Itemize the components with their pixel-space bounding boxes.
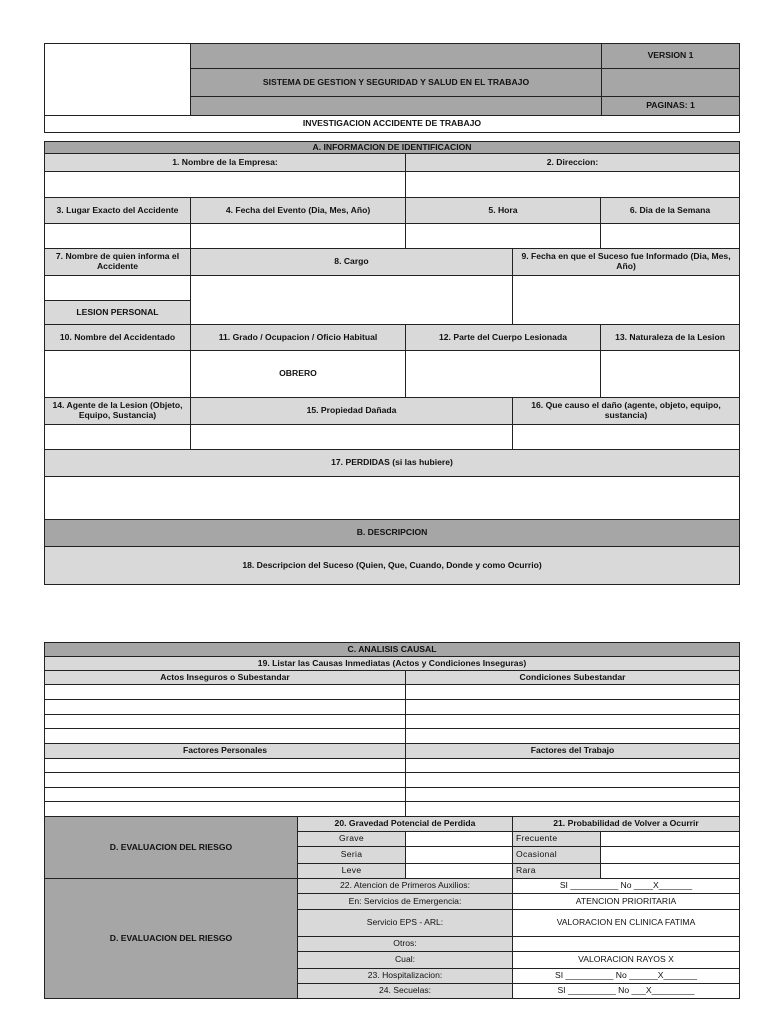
hospitalization-label: 23. Hospitalizacion:: [298, 969, 513, 984]
report-date-label: 9. Fecha en que el Suceso fue Informado (Dia, Mes, Año): [513, 249, 740, 276]
reporter-label: 7. Nombre de quien informa el Accidente: [45, 249, 191, 276]
personal-factors-label: Factores Personales: [45, 744, 406, 759]
injury-nature-field[interactable]: [601, 351, 740, 398]
section-a-table: [44, 141, 740, 585]
weekday-label: 6. Dia de la Semana: [601, 198, 740, 224]
severity-grave: Grave: [298, 832, 406, 847]
personal-injury-label: LESION PERSONAL: [45, 301, 191, 325]
position-label: 8. Cargo: [191, 249, 513, 276]
severity-label: 20. Gravedad Potencial de Perdida: [298, 817, 513, 832]
probability-rara-field[interactable]: [601, 864, 740, 879]
section-c-table: [44, 642, 740, 999]
probability-rara: Rara: [513, 864, 601, 879]
unsafe-conditions-row[interactable]: [406, 715, 740, 729]
hour-field[interactable]: [406, 224, 601, 249]
unsafe-conditions-row[interactable]: [406, 685, 740, 700]
system-title: SISTEMA DE GESTION Y SEGURIDAD Y SALUD EN EL TRABAJO: [191, 69, 602, 97]
body-part-label: 12. Parte del Cuerpo Lesionada: [406, 325, 601, 351]
event-date-field[interactable]: [191, 224, 406, 249]
position-field[interactable]: [191, 276, 513, 325]
severity-leve: Leve: [298, 864, 406, 879]
hospitalization-value[interactable]: SI __________ No ______X_______: [513, 969, 740, 984]
header-blank-top: [191, 44, 602, 69]
losses-field[interactable]: [45, 477, 740, 520]
occupation-label: 11. Grado / Ocupacion / Oficio Habitual: [191, 325, 406, 351]
injured-name-field[interactable]: [45, 351, 191, 398]
place-label: 3. Lugar Exacto del Accidente: [45, 198, 191, 224]
work-factors-row[interactable]: [406, 802, 740, 817]
work-factors-row[interactable]: [406, 788, 740, 802]
immediate-causes-label: 19. Listar las Causas Inmediatas (Actos y Condiciones Inseguras): [45, 657, 740, 671]
first-aid-label: 22. Atencion de Primeros Auxilios:: [298, 879, 513, 894]
unsafe-conditions-row[interactable]: [406, 729, 740, 744]
probability-ocasional-field[interactable]: [601, 847, 740, 864]
report-date-field[interactable]: [513, 276, 740, 325]
injury-agent-field[interactable]: [45, 425, 191, 450]
company-name-field[interactable]: [45, 172, 406, 198]
version-cell: VERSION 1: [602, 44, 740, 69]
hour-label: 5. Hora: [406, 198, 601, 224]
which-value[interactable]: VALORACION RAYOS X: [513, 952, 740, 969]
work-factors-row[interactable]: [406, 759, 740, 773]
personal-factors-row[interactable]: [45, 759, 406, 773]
others-label: Otros:: [298, 937, 513, 952]
section-c-title: C. ANALISIS CAUSAL: [45, 643, 740, 657]
others-value[interactable]: [513, 937, 740, 952]
unsafe-conditions-row[interactable]: [406, 700, 740, 715]
first-aid-value[interactable]: SI __________ No ____X_______: [513, 879, 740, 894]
emergency-label: En: Servicios de Emergencia:: [298, 894, 513, 910]
sequelae-label: 24. Secuelas:: [298, 984, 513, 999]
eps-label: Servicio EPS - ARL:: [298, 910, 513, 937]
damage-cause-label: 16. Que causo el daño (agente, objeto, equipo, sustancia): [513, 398, 740, 425]
logo-cell: [45, 44, 191, 116]
unsafe-acts-label: Actos Inseguros o Subestandar: [45, 671, 406, 685]
work-factors-row[interactable]: [406, 773, 740, 788]
header-blank-right: [602, 69, 740, 97]
company-name-label: 1. Nombre de la Empresa:: [45, 154, 406, 172]
header-table: [44, 43, 740, 133]
body-part-field[interactable]: [406, 351, 601, 398]
injury-agent-label: 14. Agente de la Lesion (Objeto, Equipo, Sustancia): [45, 398, 191, 425]
personal-factors-row[interactable]: [45, 773, 406, 788]
unsafe-acts-row[interactable]: [45, 715, 406, 729]
section-a-title: A. INFORMACION DE IDENTIFICACION: [45, 142, 740, 154]
personal-factors-row[interactable]: [45, 788, 406, 802]
section-b-title: B. DESCRIPCION: [45, 520, 740, 547]
header-blank-bottom: [191, 97, 602, 116]
place-field[interactable]: [45, 224, 191, 249]
probability-label: 21. Probabilidad de Volver a Ocurrir: [513, 817, 740, 832]
unsafe-conditions-label: Condiciones Subestandar: [406, 671, 740, 685]
risk-evaluation-title-2: D. EVALUACION DEL RIESGO: [45, 879, 298, 999]
damaged-property-label: 15. Propiedad Dañada: [191, 398, 513, 425]
pages-cell: PAGINAS: 1: [602, 97, 740, 116]
injured-name-label: 10. Nombre del Accidentado: [45, 325, 191, 351]
unsafe-acts-row[interactable]: [45, 700, 406, 715]
damaged-property-field[interactable]: [191, 425, 513, 450]
injury-nature-label: 13. Naturaleza de la Lesion: [601, 325, 740, 351]
emergency-value[interactable]: ATENCION PRIORITARIA: [513, 894, 740, 910]
probability-frecuente-field[interactable]: [601, 832, 740, 847]
weekday-field[interactable]: [601, 224, 740, 249]
probability-ocasional: Ocasional: [513, 847, 601, 864]
form-title: INVESTIGACION ACCIDENTE DE TRABAJO: [45, 116, 740, 133]
probability-frecuente: Frecuente: [513, 832, 601, 847]
occupation-field[interactable]: OBRERO: [191, 351, 406, 398]
severity-leve-field[interactable]: [406, 864, 513, 879]
address-label: 2. Direccion:: [406, 154, 740, 172]
which-label: Cual:: [298, 952, 513, 969]
sequelae-value[interactable]: SI __________ No ___X_________: [513, 984, 740, 999]
unsafe-acts-row[interactable]: [45, 685, 406, 700]
damage-cause-field[interactable]: [513, 425, 740, 450]
severity-grave-field[interactable]: [406, 832, 513, 847]
reporter-field[interactable]: [45, 276, 191, 301]
personal-factors-row[interactable]: [45, 802, 406, 817]
risk-evaluation-title: D. EVALUACION DEL RIESGO: [45, 817, 298, 879]
severity-seria: Seria: [298, 847, 406, 864]
unsafe-acts-row[interactable]: [45, 729, 406, 744]
work-factors-label: Factores del Trabajo: [406, 744, 740, 759]
address-field[interactable]: [406, 172, 740, 198]
severity-seria-field[interactable]: [406, 847, 513, 864]
description-label: 18. Descripcion del Suceso (Quien, Que, Cuando, Donde y como Ocurrio): [45, 547, 740, 585]
losses-label: 17. PERDIDAS (si las hubiere): [45, 450, 740, 477]
event-date-label: 4. Fecha del Evento (Dia, Mes, Año): [191, 198, 406, 224]
eps-value[interactable]: VALORACION EN CLINICA FATIMA: [513, 910, 740, 937]
